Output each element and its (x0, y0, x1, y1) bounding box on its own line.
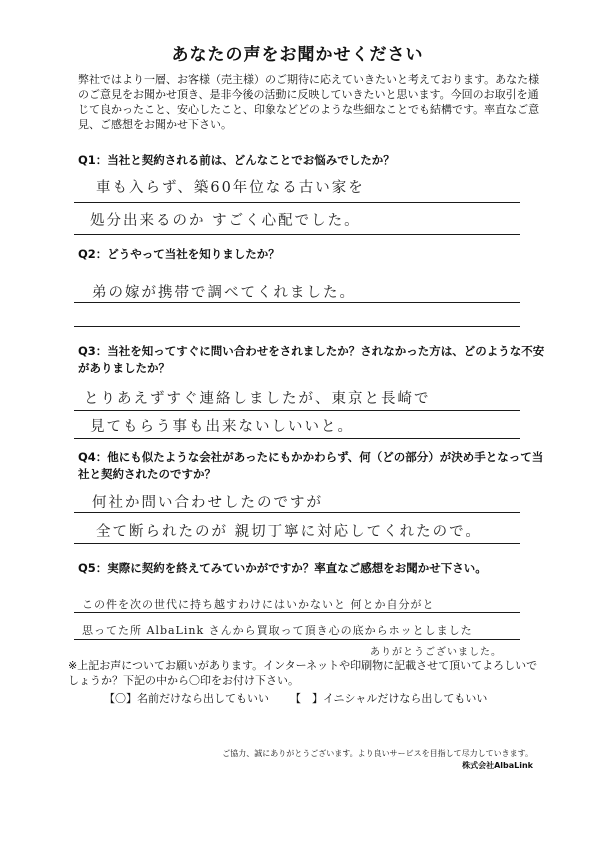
intro-text: 弊社ではより一層、お客様（売主様）のご期待に応えていきたいと考えております。あなた様のご意見をお聞かせ頂き、是非今後の活動に反映していきたいと思います。今回のお取引を通じて良かったこと、安心したこと、印象などどのような些細なことでも結構です。率直なご意見、ご感想をお聞かせ下さい。 (78, 73, 540, 131)
answer-3-line-1: とりあえずすぐ連絡しましたが、東京と長崎で (84, 391, 431, 407)
answer-5-line-1: この件を次の世代に持ち越すわけにはいかないと 何とか自分がと (82, 598, 435, 611)
question-3: Q3：当社を知ってすぐに問い合わせをされましたか？されなかった方は、どのような不安がありましたか？ (78, 344, 545, 375)
answer-5-line-3: ありがとうございました。 (370, 647, 502, 658)
answer-3-line-2: 見てもらう事も出来ないしいいと。 (90, 419, 354, 435)
question-1: Q1：当社と契約される前は、どんなことでお悩みでしたか？ (78, 153, 395, 167)
answer-rule (74, 512, 520, 513)
question-5: Q5：実際に契約を終えてみていかがですか？率直なご感想をお聞かせ下さい。 (78, 561, 487, 575)
answer-rule (74, 326, 520, 327)
publication-note: ※上記お声についてお願いがあります。インターネットや印刷物に記載させて頂いてよろしいでしょうか？下記の中から〇印をお付け下さい。 (68, 659, 538, 687)
answer-4-line-2: 全て断られたのが 親切丁寧に対応してくれたので。 (96, 524, 482, 540)
footer-thanks: ご協力、誠にありがとうございます。より良いサービスを目指して尽力していきます。 (222, 749, 533, 758)
answer-rule (74, 639, 520, 640)
answer-rule (74, 234, 520, 235)
page-title: あなたの声をお聞かせください (171, 45, 424, 65)
answer-rule (74, 543, 520, 544)
answer-5-line-2: 思ってた所 AlbaLink さんから買取って頂き心の底からホッとしました (82, 624, 473, 637)
footer-company: 株式会社AlbaLink (462, 761, 533, 770)
question-2: Q2：どうやって当社を知りましたか？ (78, 247, 280, 261)
answer-1-line-2: 処分出来るのか すごく心配でした。 (90, 213, 361, 229)
answer-rule (74, 410, 520, 411)
answer-rule (74, 612, 520, 613)
answer-rule (74, 202, 520, 203)
option-initial-only[interactable]: 【 】イニシャルだけなら出してもいい (290, 692, 488, 705)
answer-1-line-1: 車も入らず、築60年位なる古い家を (96, 180, 365, 196)
answer-4-line-1: 何社か問い合わせしたのですが (92, 495, 323, 511)
option-name-only[interactable]: 【〇】名前だけなら出してもいい (104, 692, 269, 705)
answer-2-line-1: 弟の嫁が携帯で調べてくれました。 (92, 285, 356, 301)
answer-rule (74, 302, 520, 303)
answer-rule (74, 438, 520, 439)
question-4: Q4：他にも似たような会社があったにもかかわらず、何（どの部分）が決め手となって当社と契約されたのですか？ (78, 450, 544, 481)
